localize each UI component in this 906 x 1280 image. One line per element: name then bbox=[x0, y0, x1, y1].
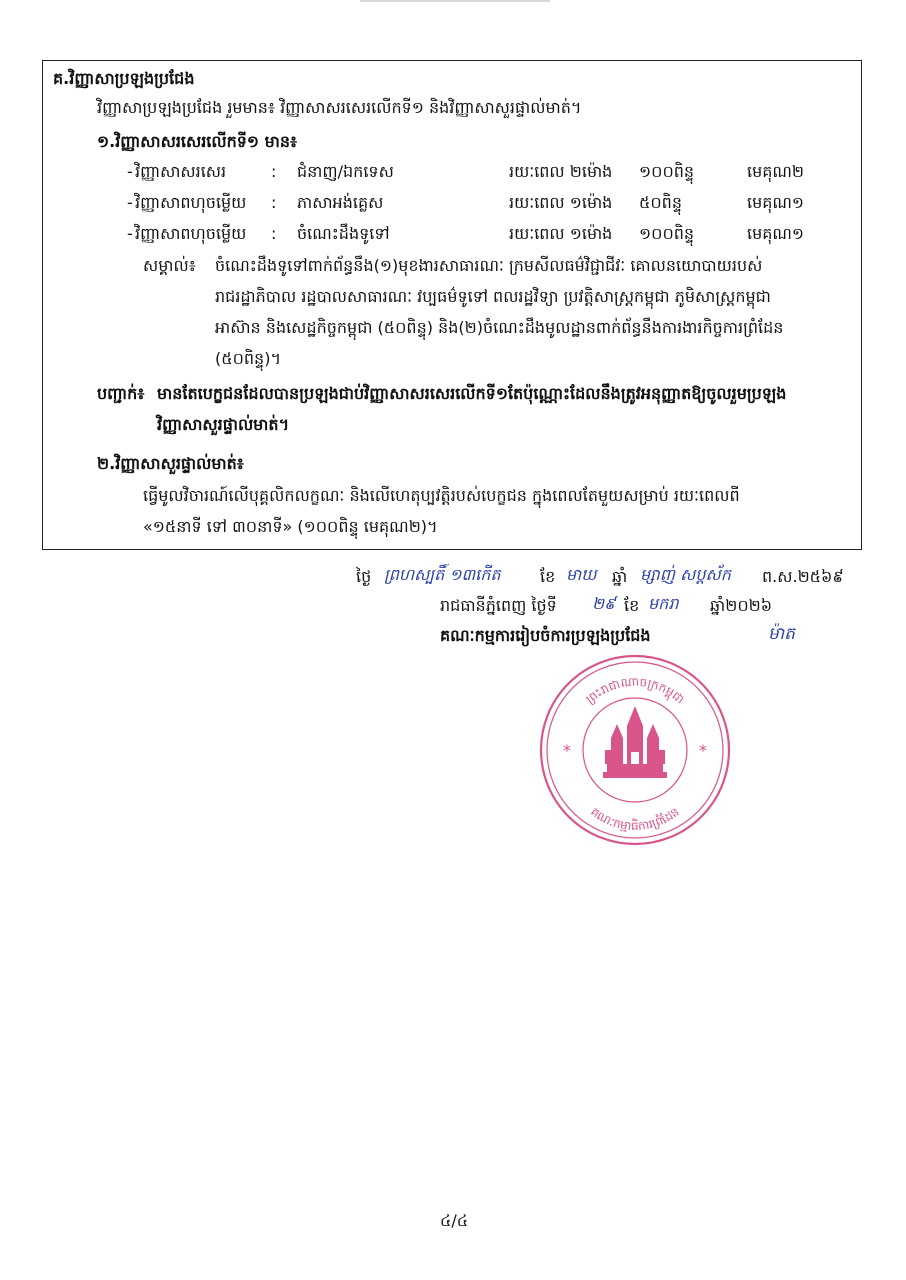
warning-line: វិញ្ញាសាសួរផ្ទាល់មាត់។ bbox=[157, 415, 290, 434]
oral-line: «១៥នាទី ទៅ ៣០នាទី» (១០០ពិន្ទុ មេគុណ២)។ bbox=[143, 517, 438, 536]
note-label: សម្គាល់៖ bbox=[143, 256, 196, 275]
page-number: ៤/៤ bbox=[440, 1211, 469, 1230]
signature: ម៉ាត bbox=[768, 624, 795, 644]
exam-name: វិញ្ញាសាសរសេរ bbox=[135, 162, 227, 181]
note-line: (៥០ពិន្ទុ)។ bbox=[215, 349, 281, 368]
section-heading: គ.វិញ្ញាសាប្រឡងប្រជែង bbox=[53, 69, 195, 88]
handwritten-month: មករា bbox=[648, 594, 679, 613]
committee-name: គណៈកម្មការរៀបចំការប្រឡងប្រជែង bbox=[440, 626, 651, 645]
oral-heading: ២.វិញ្ញាសាសួរផ្ទាល់មាត់៖ bbox=[97, 454, 244, 473]
exam-subject: ភាសាអង់គ្លេស bbox=[297, 193, 384, 212]
section-intro: វិញ្ញាសាប្រឡងប្រជែង រួមមាន៖ វិញ្ញាសាសរសេរលើកទី១ និងវិញ្ញាសាសួរផ្ទាល់មាត់។ bbox=[97, 98, 582, 117]
written-heading: ១.វិញ្ញាសាសរសេរលើកទី១ មាន៖ bbox=[97, 132, 298, 151]
official-stamp bbox=[537, 652, 733, 848]
note-line: ចំណេះដឹងទូទៅពាក់ព័ន្ធនឹង(១)មុខងារសាធារណៈ ក្រមសីលធម៌វិជ្ជាជីវៈ គោលនយោបាយរបស់ bbox=[215, 256, 763, 275]
exam-coef: មេគុណ១ bbox=[747, 193, 805, 212]
exam-name: វិញ្ញាសាពហុចម្លើយ bbox=[135, 193, 247, 212]
exam-points: ១០០ពិន្ទុ bbox=[639, 162, 695, 181]
handwritten-day: ២៩ bbox=[592, 594, 616, 613]
handwritten-year: ម្សាញ់ សប្តស័ក bbox=[640, 565, 731, 584]
exam-duration: រយៈពេល ២ម៉ោង bbox=[509, 162, 613, 181]
stamp-bottom-text: គណៈកម្មាធិការព្រំដែន bbox=[588, 804, 682, 834]
exam-section-box: គ.វិញ្ញាសាប្រឡងប្រជែង វិញ្ញាសាប្រឡងប្រជែង រួមមាន៖ វិញ្ញាសាសរសេរលើកទី១ និងវិញ្ញាសាសួរផ្ទាល់មាត់។ ១.វិញ្ញាសាសរសេរលើកទី១ មាន៖ - វិញ្ញាសាសរសេរ : ជំនាញ/ឯកទេស រយៈពេល ២ម៉ោង ១០០ពិន្ទុ មេគុណ២ - វិញ្ញាសាពហុចម្លើយ : ភាសាអង់គ្លេស រយៈពេល ១ម៉ោង ៥០ពិន្ទុ មេគុណ១ - វិញ្ញាសាពហុចម្លើយ : ចំណេះដឹងទូទៅ រយៈពេល ១ម៉ោង ១០០ពិន្ទុ មេគុណ១ សម្គាល់៖ ចំណេះដឹងទូទៅពាក់ព័ន្ធនឹង(១)មុខងារសាធារណៈ ក្រមសីលធម៌វិជ្ជាជីវៈ គោលនយោបាយរបស់ រាជរដ្ឋាភិបាល រដ្ឋបាលសាធារណៈ វប្បធម៌ទូទៅ ពលរដ្ឋវិទ្យា ប្រវត្តិសាស្ត្រកម្ពុជា ភូមិសាស្ត្រកម្ពុជា អាស៊ាន និងសេដ្ឋកិច្ចកម្ពុជា (៥០ពិន្ទុ) និង(២)ចំណេះដឹងមូលដ្ឋានពាក់ព័ន្ធនឹងការងារកិច្ចការព្រំដែន (៥០ពិន្ទុ)។ បញ្ជាក់៖ មានតែបេក្ខជនដែលបានប្រឡងជាប់វិញ្ញាសាសរសេរលើកទី១តែប៉ុណ្ណោះដែលនឹងត្រូវអនុញ្ញាតឱ្យចូលរួមប្រឡង វិញ្ញាសាសួរផ្ទាល់មាត់។ ២.វិញ្ញាសាសួរផ្ទាល់មាត់៖ ធ្វើមូលវិចារណ៍លើបុគ្គលិកលក្ខណៈ និងលើហេតុប្បវត្តិរបស់បេក្ខជន ក្នុងពេលតែមួយសម្រាប់ រយៈពេលពី «១៥នាទី ទៅ ៣០នាទី» (១០០ពិន្ទុ មេគុណ២)។ bbox=[42, 60, 862, 550]
exam-name: វិញ្ញាសាពហុចម្លើយ bbox=[135, 224, 247, 243]
angkor-temple-emblem bbox=[603, 706, 667, 778]
stamp-top-text: ព្រះរាជាណាចក្រកម្ពុជា bbox=[583, 674, 688, 707]
warning-label: បញ្ជាក់៖ bbox=[97, 384, 145, 403]
handwritten-month: មាឃ bbox=[566, 565, 597, 584]
exam-points: ៥០ពិន្ទុ bbox=[639, 193, 682, 212]
note-line: រាជរដ្ឋាភិបាល រដ្ឋបាលសាធារណៈ វប្បធម៌ទូទៅ ពលរដ្ឋវិទ្យា ប្រវត្តិសាស្ត្រកម្ពុជា ភូមិសាស្ត្រកម្ពុជា bbox=[215, 287, 771, 306]
note-line: អាស៊ាន និងសេដ្ឋកិច្ចកម្ពុជា (៥០ពិន្ទុ) និង(២)ចំណេះដឹងមូលដ្ឋានពាក់ព័ន្ធនឹងការងារកិច្ចការព្រំដែន bbox=[215, 318, 784, 337]
handwritten-day: ព្រហស្បតិ៍ ១៣កើត bbox=[384, 565, 501, 584]
stamp-star-left: * bbox=[563, 741, 571, 760]
exam-coef: មេគុណ២ bbox=[747, 162, 805, 181]
oral-line: ធ្វើមូលវិចារណ៍លើបុគ្គលិកលក្ខណៈ និងលើហេតុប្បវត្តិរបស់បេក្ខជន ក្នុងពេលតែមួយសម្រាប់ រយៈពេលពី bbox=[143, 486, 740, 505]
exam-subject: ចំណេះដឹងទូទៅ bbox=[297, 224, 390, 243]
exam-coef: មេគុណ១ bbox=[747, 224, 805, 243]
stamp-star-right: * bbox=[699, 741, 707, 760]
exam-subject: ជំនាញ/ឯកទេស bbox=[297, 162, 394, 181]
exam-points: ១០០ពិន្ទុ bbox=[639, 224, 695, 243]
exam-duration: រយៈពេល ១ម៉ោង bbox=[509, 193, 613, 212]
exam-duration: រយៈពេល ១ម៉ោង bbox=[509, 224, 613, 243]
warning-line: មានតែបេក្ខជនដែលបានប្រឡងជាប់វិញ្ញាសាសរសេរលើកទី១តែប៉ុណ្ណោះដែលនឹងត្រូវអនុញ្ញាតឱ្យចូលរួមប្រឡង bbox=[157, 384, 787, 403]
top-edge-mark bbox=[360, 0, 550, 2]
